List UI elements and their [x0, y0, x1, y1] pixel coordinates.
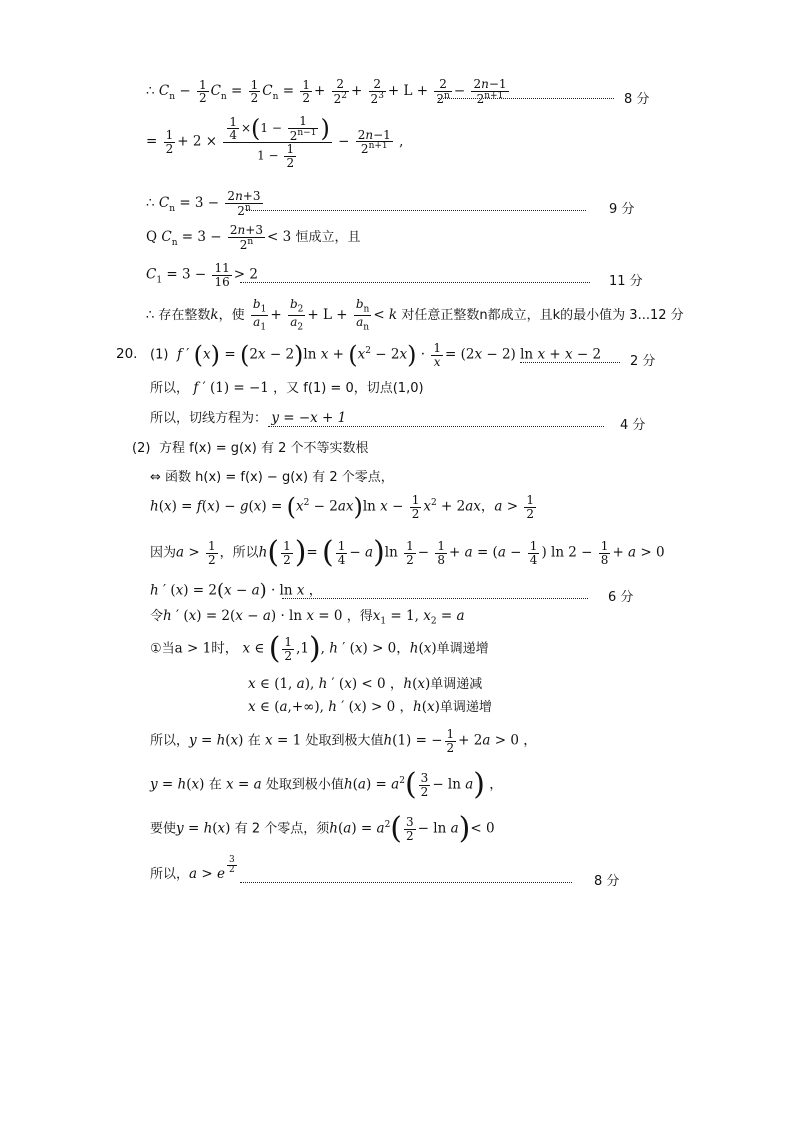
case1-second: x ∈ (1, a), h ′ (x) < 0 ，h(x)单调递减	[248, 676, 483, 692]
eq-cn-bound: Q $C_n = 3$ − $\frac{2n+3}{2^n}$ < 3 恒成立，且	[146, 223, 361, 252]
eq-roots: 令h ′ (x) = 2(x − a) · ln x = 0 ，得$x_1 = 1$, $x_2 = a$	[150, 608, 465, 627]
eq-exists-k: ∴ 存在整数k，使 $\frac{b_1}{a_1}$ + $\frac{b_2}{a_2}$ + L + $\frac{b_n}{a_n}$ < k 对任意正整数n都成立，且k的最小值为 3...12 分	[146, 297, 684, 333]
eq-final: 所以，a > e $^{\frac{3}{2}}$	[150, 855, 235, 882]
score-11: 11 分	[609, 274, 643, 289]
eq-cn-result: ∴ $C_n = 3$ − $\frac{2n+3}{2^n}$	[146, 189, 261, 218]
constant-text: 恒成立，且	[295, 230, 361, 246]
dotted-leader	[268, 426, 604, 427]
dotted-leader	[246, 210, 586, 211]
eq-cn-sum: ∴ $C_n$ − $\frac{1}{2}$ $C_n$ = $\frac{1}{2}$ $C_n$ = $\frac{1}{2}$ + $\frac{2}{2^2}$ + $\frac{2}{2^3}$ + L + $\frac{2}{2^n}$ − $\frac{2n-1}{2^{n+1}}$	[146, 77, 507, 106]
dotted-leader	[438, 98, 614, 99]
dotted-leader	[520, 362, 620, 363]
part2-intro: (2) 方程 f(x) = g(x) 有 2 个不等实数根	[132, 441, 369, 456]
dotted-leader	[282, 598, 588, 599]
score-9: 9 分	[609, 202, 635, 217]
eq-h-def: $h(x) = f(x) - g(x) = (x^2 - 2ax)\ln$ x − $\frac{1}{2}$ $x^2 + 2ax$，a > $\frac{1}{2}$	[150, 493, 534, 522]
eq-max: 所以，y = h(x) 在 x = 1 处取到极大值h(1) = − $\frac{1}{2}$ + 2a > 0 ，	[150, 727, 537, 755]
eq-h-half: 因为a > $\frac{1}{2}$ ，所以h( $\frac{1}{2}$ )= ( $\frac{1}{4}$ − a)ln $\frac{1}{2}$ − $\frac{1}{8}$ + a = (a − $\frac{1}{4}$ ) ln 2 − $\frac{1}{8}$ + a > 0	[150, 535, 665, 570]
case1-third: x ∈ (a,+∞), h ′ (x) > 0 ，h(x)单调递增	[248, 699, 492, 715]
score-6: 6 分	[608, 590, 634, 605]
part1-derivative: (1) f ′ (x) = (2x − 2)ln $x + (x^2 - 2x)$ · $\frac{1}{x}$ = (2x − 2) ln x + x − 2	[150, 341, 602, 370]
eq-c1: $C_1 = 3$ − $\frac{11}{16}$ > 2	[146, 261, 258, 289]
eq-h-prime: h ′ (x) = 2(x − a) · ln x ，	[150, 580, 323, 601]
case1-first: ①当a > 1时， x ∈ ( $\frac{1}{2}$ ,1), h ′ (x) > 0，h(x)单调递增	[150, 631, 489, 666]
part2-equiv: ⇔ 函数 h(x) = f(x) − g(x) 有 2 个零点，	[150, 470, 394, 485]
score-4: 4 分	[620, 418, 646, 433]
score-8a: 8 分	[624, 92, 650, 107]
exists-k-tail: 对任意正整数n都成立，且k的最小值为 3...12 分	[401, 307, 684, 323]
score-2: 2 分	[630, 354, 656, 369]
dotted-leader	[240, 882, 572, 883]
score-8b: 8 分	[594, 874, 620, 889]
part1-tangent: 所以，切线方程为： y = −x + 1	[150, 410, 347, 426]
question-number: 20.	[116, 346, 138, 362]
eq-geometric: = $\frac{1}{2}$ + 2 × $\frac{1}{4}$ ×(1 − $\frac{1}{2^{n-1}}$ ) 1 − $\frac{1}{2}$ − $\frac{2n-1}{2^{n+1}}$ ,	[146, 114, 404, 170]
part1-value: 所以， f ′ (1) = −1 ，又 f(1) = 0，切点(1,0)	[150, 380, 424, 396]
eq-min: y = h(x) 在 x = a 处取到极小值$h(a) = a^2$( $\frac{3}{2}$ − ln a) ，	[150, 767, 503, 802]
dotted-leader	[240, 282, 590, 283]
eq-need: 要使y = h(x) 有 2 个零点，须$h(a) = a^2$( $\frac{3}{2}$ − ln a)< 0	[150, 811, 495, 846]
